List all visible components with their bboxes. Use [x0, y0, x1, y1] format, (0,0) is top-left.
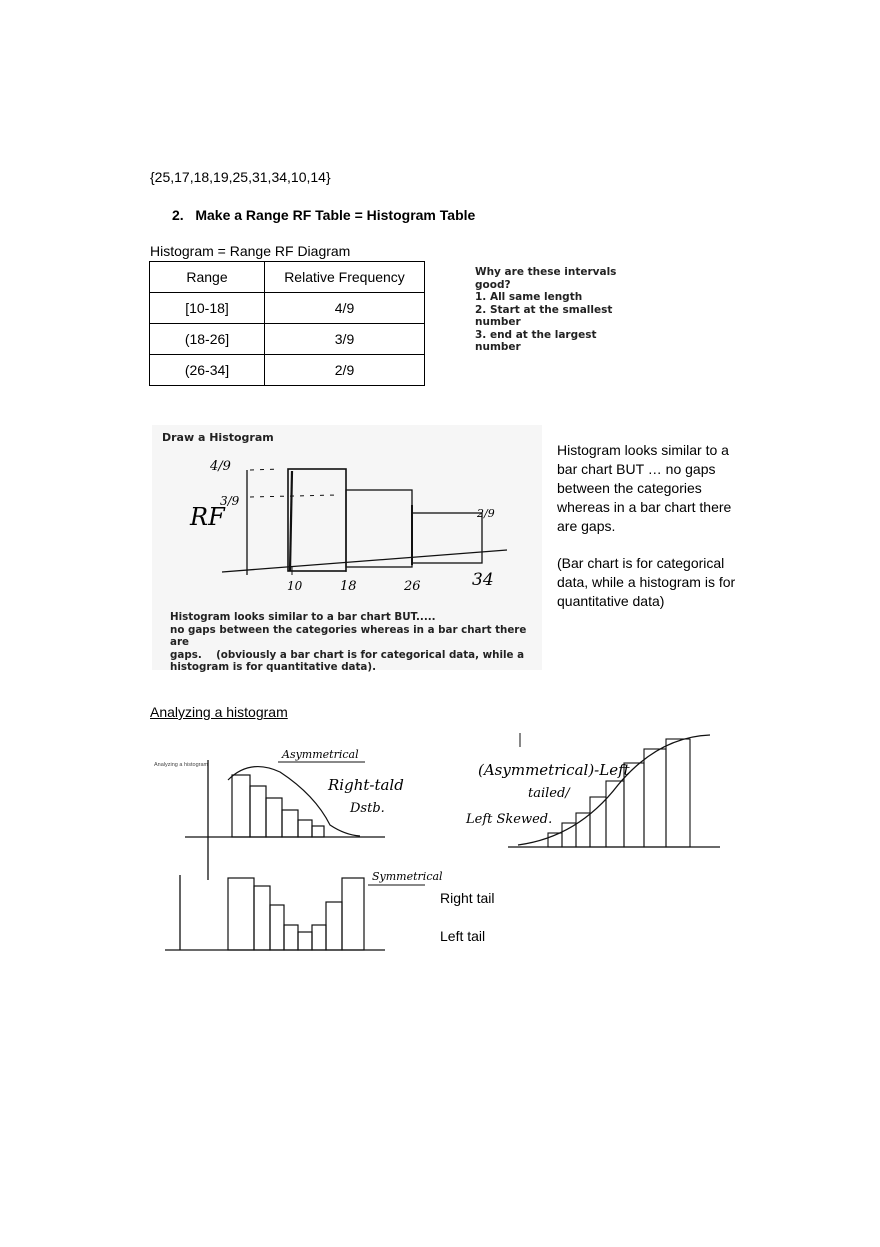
reference-dash: [250, 495, 337, 497]
table-cell: [10-18]: [150, 293, 265, 324]
caption-line: no gaps between the categories whereas in a bar chart there are: [170, 623, 527, 648]
table-row: [150, 355, 425, 386]
draw-histogram-sketch: [152, 425, 542, 673]
histogram-bar: [342, 878, 364, 950]
caption-line: Histogram looks similar to a bar chart BUT.....: [170, 611, 436, 623]
caption-line: gaps. (obviously a bar chart is for categorical data, while a: [170, 648, 525, 661]
x-tick-label: 10: [287, 579, 303, 593]
histogram-bar: [298, 820, 312, 837]
histogram-bar: [326, 902, 342, 950]
histogram-bar: [282, 810, 298, 837]
draw-histogram-caption: [170, 611, 542, 674]
fraction-label: 4/9: [210, 459, 231, 474]
table-row: [150, 324, 425, 355]
skew-sketch-drawing: [150, 740, 443, 958]
left-skew-sketch: [458, 725, 723, 857]
histogram-bar: [228, 878, 254, 950]
data-set: {25,17,18,19,25,31,34,10,14}: [150, 169, 331, 185]
histogram-bar: [284, 925, 298, 950]
sketch-small-label: Analyzing a histogram: [154, 762, 209, 768]
histogram-bar: [606, 781, 624, 847]
table-cell: 2/9: [265, 355, 425, 386]
right-tailed-label: Right-tald: [328, 776, 404, 794]
histogram-bar: [254, 886, 270, 950]
histogram-bar: [644, 749, 666, 847]
x-tick-label: 18: [340, 579, 357, 594]
left-tailed-label: Left Skewed.: [466, 812, 553, 827]
left-tail-label: Left tail: [440, 928, 486, 944]
histogram-bar: [266, 798, 282, 837]
intervals-note-title: Why are these intervals good?: [475, 266, 617, 291]
table-caption: Histogram = Range RF Diagram: [150, 243, 351, 259]
table-cell: 4/9: [265, 293, 425, 324]
fraction-label: 3/9: [220, 494, 240, 508]
histogram-bar: [312, 925, 326, 950]
histogram-bar: [298, 932, 312, 950]
side-note: [557, 441, 737, 611]
left-tailed-label: (Asymmetrical)-Left: [478, 761, 630, 779]
histogram-bar: [232, 775, 250, 837]
side-note-paragraph: Histogram looks similar to a bar chart BUT … no gaps between the categories whereas in a bar chart there are gaps.: [557, 442, 732, 534]
right-tail-label: Right tail: [440, 890, 495, 906]
right-tailed-label: Dstb.: [350, 801, 385, 816]
left-tailed-label: tailed/: [528, 786, 570, 801]
x-tick-label: 26: [404, 579, 421, 594]
histogram-bar: [346, 490, 412, 567]
x-tick-label: 34: [472, 570, 494, 590]
histogram-bar: [562, 823, 576, 847]
symmetrical-label: Symmetrical: [372, 870, 443, 883]
histogram-bar: [412, 513, 482, 563]
table-row: [150, 293, 425, 324]
analyzing-heading: Analyzing a histogram: [150, 704, 288, 720]
table-cell: (26-34]: [150, 355, 265, 386]
skew-sketches-left: [150, 740, 443, 958]
left-skew-drawing: [458, 725, 723, 857]
histogram-bar: [288, 469, 346, 571]
header-range: Range: [150, 262, 265, 293]
bar-edge-stroke: [290, 471, 292, 571]
range-rf-table: [149, 261, 425, 386]
intervals-note-item: 3. end at the largest number: [475, 328, 597, 353]
histogram-bar: [270, 905, 284, 950]
table-cell: (18-26]: [150, 324, 265, 355]
table-cell: 3/9: [265, 324, 425, 355]
table-header-row: [150, 262, 425, 293]
intervals-note-item: 1. All same length: [475, 291, 583, 303]
draw-histogram-title: Draw a Histogram: [162, 431, 274, 444]
section-heading: 2. Make a Range RF Table = Histogram Table: [172, 207, 476, 223]
caption-line: histogram is for quantitative data).: [170, 661, 376, 673]
side-note-paragraph: (Bar chart is for categorical data, while a histogram is for quantitative data): [557, 555, 736, 609]
histogram-bar: [250, 786, 266, 837]
x-axis: [222, 550, 507, 572]
histogram-bar: [666, 739, 690, 847]
fraction-label: 2/9: [477, 507, 495, 520]
reference-dash: [250, 469, 280, 470]
asymmetrical-label: Asymmetrical: [282, 748, 359, 761]
y-axis-label: RF: [190, 503, 225, 531]
intervals-note-item: 2. Start at the smallest number: [475, 303, 613, 328]
histogram-bar: [576, 813, 590, 847]
histogram-bar: [590, 797, 606, 847]
intervals-note: [475, 266, 620, 354]
header-relative-frequency: Relative Frequency: [265, 262, 425, 293]
histogram-bar: [312, 826, 324, 837]
